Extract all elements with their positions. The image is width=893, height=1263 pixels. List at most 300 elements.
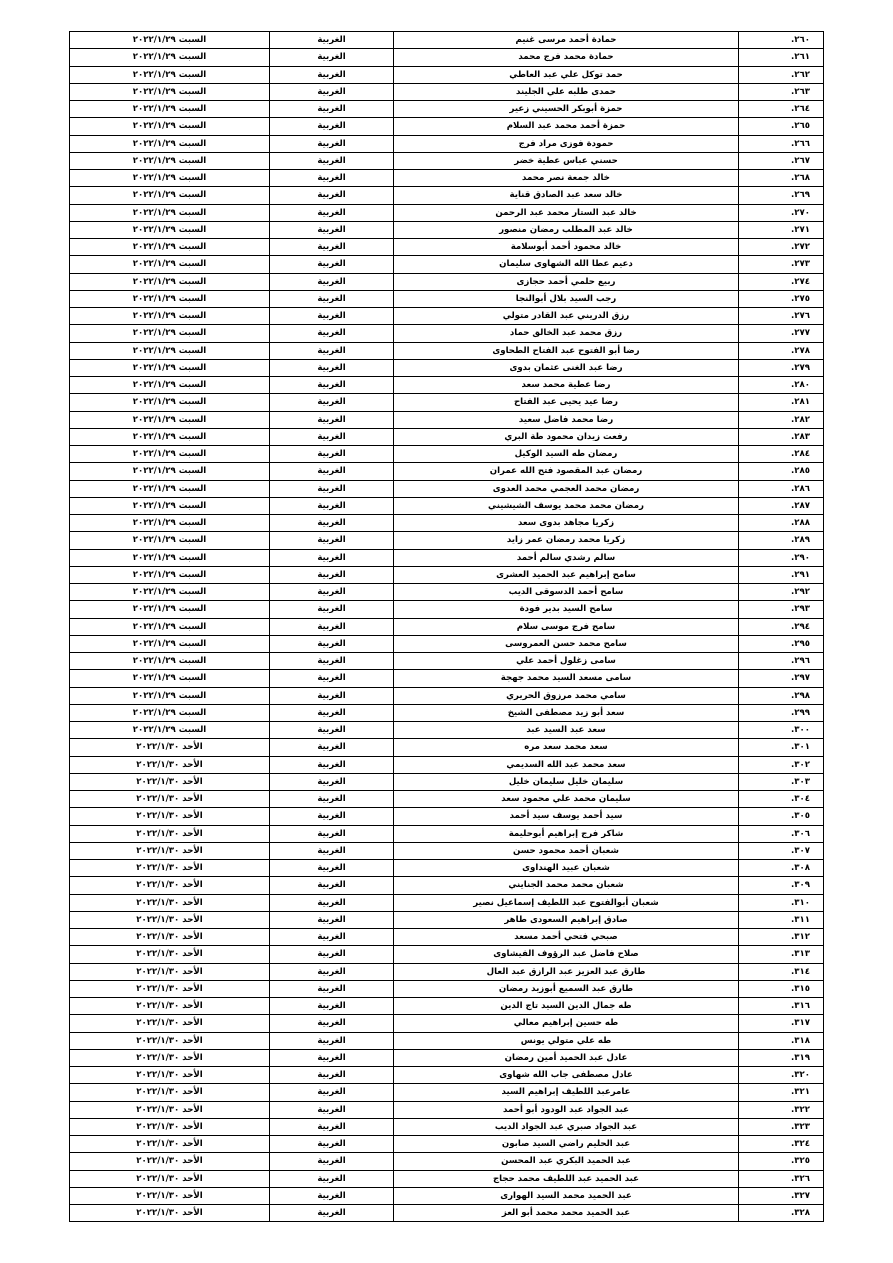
table-row [70,480,824,497]
cell-governorate: الغربية [270,1015,394,1032]
cell-governorate: الغربية [270,532,394,549]
cell-governorate: الغربية [270,515,394,532]
cell-date: السبت ٢٠٢٢/١/٢٩ [70,32,270,49]
cell-number: ٢٧٤. [739,273,824,290]
cell-governorate: الغربية [270,411,394,428]
cell-governorate: الغربية [270,101,394,118]
cell-date: الأحد ٢٠٢٢/١/٣٠ [70,1170,270,1187]
cell-number: ٣٠٥. [739,808,824,825]
table-row [70,618,824,635]
cell-number: ٢٦٧. [739,152,824,169]
cell-name: صبحي فتحي أحمد مسعد [394,929,739,946]
cell-governorate: الغربية [270,894,394,911]
cell-name: خالد عبد الستار محمد عبد الرحمن [394,204,739,221]
cell-governorate: الغربية [270,601,394,618]
cell-date: السبت ٢٠٢٢/١/٢٩ [70,273,270,290]
table-row [70,635,824,652]
cell-governorate: الغربية [270,773,394,790]
cell-number: ٢٦٨. [739,170,824,187]
cell-number: ٢٧٧. [739,325,824,342]
cell-name: سيد أحمد يوسف سيد أحمد [394,808,739,825]
cell-number: ٣٢٦. [739,1170,824,1187]
cell-governorate: الغربية [270,273,394,290]
table-row [70,963,824,980]
cell-governorate: الغربية [270,359,394,376]
table-row [70,187,824,204]
cell-name: زكريا مجاهد بدوى سعد [394,515,739,532]
cell-name: سالم رشدي سالم أحمد [394,549,739,566]
cell-number: ٢٩٦. [739,653,824,670]
cell-date: الأحد ٢٠٢٢/١/٣٠ [70,825,270,842]
cell-number: ٢٨٨. [739,515,824,532]
cell-governorate: الغربية [270,1032,394,1049]
cell-number: ٢٩٠. [739,549,824,566]
table-row [70,49,824,66]
table-row [70,342,824,359]
table-row [70,204,824,221]
cell-date: السبت ٢٠٢٢/١/٢٩ [70,515,270,532]
cell-governorate: الغربية [270,998,394,1015]
table-row [70,256,824,273]
cell-date: السبت ٢٠٢٢/١/٢٩ [70,635,270,652]
cell-date: السبت ٢٠٢٢/١/٢٩ [70,118,270,135]
cell-number: ٣٠٨. [739,860,824,877]
table-row [70,32,824,49]
table-row [70,1067,824,1084]
cell-date: السبت ٢٠٢٢/١/٢٩ [70,377,270,394]
cell-date: السبت ٢٠٢٢/١/٢٩ [70,411,270,428]
cell-name: سامح السيد بدير فودة [394,601,739,618]
cell-governorate: الغربية [270,704,394,721]
table-row [70,877,824,894]
cell-name: عادل عبد الحميد أمين رمضان [394,1049,739,1066]
cell-name: زكريا محمد رمضان عمر زايد [394,532,739,549]
cell-number: ٢٨٧. [739,497,824,514]
cell-name: سامي محمد مرزوق الحريري [394,687,739,704]
cell-number: ٣١٤. [739,963,824,980]
cell-number: ٢٨٢. [739,411,824,428]
table-row [70,239,824,256]
cell-date: الأحد ٢٠٢٢/١/٣٠ [70,808,270,825]
cell-date: الأحد ٢٠٢٢/١/٣٠ [70,1187,270,1204]
cell-number: ٢٧٣. [739,256,824,273]
cell-date: السبت ٢٠٢٢/١/٢٩ [70,359,270,376]
cell-governorate: الغربية [270,463,394,480]
cell-date: الأحد ٢٠٢٢/١/٣٠ [70,1153,270,1170]
cell-date: السبت ٢٠٢٢/١/٢٩ [70,687,270,704]
names-table [69,31,824,1222]
cell-number: ٣٠٣. [739,773,824,790]
table-row [70,566,824,583]
cell-name: شعبان عبيد الهنداوى [394,860,739,877]
table-row [70,1015,824,1032]
table-row [70,911,824,928]
table-row [70,601,824,618]
cell-date: الأحد ٢٠٢٢/١/٣٠ [70,773,270,790]
cell-number: ٢٨٠. [739,377,824,394]
cell-name: شعبان أبوالفتوح عبد اللطيف إسماعيل نصير [394,894,739,911]
cell-governorate: الغربية [270,308,394,325]
cell-name: رضا أبو الفتوح عبد الفتاح الطحاوى [394,342,739,359]
cell-governorate: الغربية [270,83,394,100]
cell-number: ٣٠٩. [739,877,824,894]
table-row [70,66,824,83]
cell-governorate: الغربية [270,1153,394,1170]
cell-governorate: الغربية [270,946,394,963]
cell-name: سليمان محمد علي محمود سعد [394,791,739,808]
table-row [70,428,824,445]
cell-governorate: الغربية [270,49,394,66]
table-row [70,773,824,790]
cell-name: خالد جمعة نصر محمد [394,170,739,187]
cell-governorate: الغربية [270,618,394,635]
cell-name: صلاح فاضل عبد الرؤوف الفيشاوى [394,946,739,963]
cell-number: ٢٦٩. [739,187,824,204]
cell-number: ٢٧٠. [739,204,824,221]
cell-name: رفعت زيدان محمود طة البري [394,428,739,445]
cell-name: حمادة محمد فرج محمد [394,49,739,66]
cell-number: ٢٦٣. [739,83,824,100]
cell-number: ٣١٢. [739,929,824,946]
cell-name: حسني عباس عطية خضر [394,152,739,169]
table-row [70,497,824,514]
cell-governorate: الغربية [270,549,394,566]
cell-name: شاكر فرج إبراهيم أبوحليمة [394,825,739,842]
cell-governorate: الغربية [270,170,394,187]
table-row [70,946,824,963]
cell-governorate: الغربية [270,635,394,652]
table-row [70,325,824,342]
cell-governorate: الغربية [270,825,394,842]
cell-name: طه حسين إبراهيم معالي [394,1015,739,1032]
cell-name: طه علي متولي يونس [394,1032,739,1049]
table-row [70,1101,824,1118]
cell-date: الأحد ٢٠٢٢/١/٣٠ [70,860,270,877]
cell-name: خالد سعد عبد الصادق قناية [394,187,739,204]
cell-number: ٣٢٥. [739,1153,824,1170]
cell-governorate: الغربية [270,670,394,687]
cell-name: عبد الحميد محمد السيد الهوارى [394,1187,739,1204]
cell-date: السبت ٢٠٢٢/١/٢٩ [70,549,270,566]
cell-date: السبت ٢٠٢٢/١/٢٩ [70,325,270,342]
cell-date: الأحد ٢٠٢٢/١/٣٠ [70,842,270,859]
table-row [70,929,824,946]
names-table-body [70,32,824,1222]
cell-name: خالد عبد المطلب رمضان منصور [394,221,739,238]
cell-name: شعبان أحمد محمود حسن [394,842,739,859]
cell-date: السبت ٢٠٢٢/١/٢٩ [70,653,270,670]
cell-governorate: الغربية [270,377,394,394]
cell-number: ٢٦٢. [739,66,824,83]
cell-date: السبت ٢٠٢٢/١/٢٩ [70,256,270,273]
cell-date: الأحد ٢٠٢٢/١/٣٠ [70,739,270,756]
cell-number: ٢٨١. [739,394,824,411]
cell-number: ٢٧٩. [739,359,824,376]
cell-name: سامح محمد حسن العمروسى [394,635,739,652]
cell-name: عبد الحميد عبد اللطيف محمد حجاج [394,1170,739,1187]
cell-name: رزق الدريني عبد القادر متولي [394,308,739,325]
cell-name: رزق محمد عبد الخالق حماد [394,325,739,342]
cell-governorate: الغربية [270,446,394,463]
cell-number: ٣١٩. [739,1049,824,1066]
cell-number: ٣٠٦. [739,825,824,842]
cell-governorate: الغربية [270,911,394,928]
cell-governorate: الغربية [270,118,394,135]
table-row [70,860,824,877]
table-row [70,1153,824,1170]
cell-name: رمضان عبد المقصود فتح الله عمران [394,463,739,480]
cell-date: السبت ٢٠٢٢/١/٢٩ [70,584,270,601]
table-row [70,221,824,238]
table-row [70,756,824,773]
cell-number: ٢٨٩. [739,532,824,549]
cell-date: الأحد ٢٠٢٢/١/٣٠ [70,963,270,980]
cell-governorate: الغربية [270,1067,394,1084]
cell-governorate: الغربية [270,1187,394,1204]
cell-name: خالد محمود أحمد أبوسلامة [394,239,739,256]
cell-number: ٢٨٤. [739,446,824,463]
cell-number: ٢٨٦. [739,480,824,497]
cell-name: صادق إبراهيم السعودى طاهر [394,911,739,928]
cell-governorate: الغربية [270,1170,394,1187]
table-row [70,290,824,307]
cell-date: السبت ٢٠٢٢/١/٢٩ [70,308,270,325]
cell-number: ٢٦٠. [739,32,824,49]
cell-number: ٢٧١. [739,221,824,238]
cell-number: ٣٠٤. [739,791,824,808]
cell-governorate: الغربية [270,687,394,704]
table-row [70,411,824,428]
cell-name: رضا محمد فاضل سعيد [394,411,739,428]
cell-date: الأحد ٢٠٢٢/١/٣٠ [70,791,270,808]
cell-governorate: الغربية [270,739,394,756]
cell-date: الأحد ٢٠٢٢/١/٣٠ [70,894,270,911]
cell-number: ٢٩٨. [739,687,824,704]
cell-date: السبت ٢٠٢٢/١/٢٩ [70,135,270,152]
cell-name: حمزة أحمد محمد عبد السلام [394,118,739,135]
table-row [70,359,824,376]
cell-number: ٣١٠. [739,894,824,911]
cell-name: رمضان محمد محمد يوسف الشيشيني [394,497,739,514]
cell-date: السبت ٢٠٢٢/١/٢٩ [70,170,270,187]
table-row [70,463,824,480]
cell-date: الأحد ٢٠٢٢/١/٣٠ [70,998,270,1015]
cell-number: ٢٨٥. [739,463,824,480]
cell-name: دعيم عطا الله الشهاوى سليمان [394,256,739,273]
table-row [70,670,824,687]
cell-governorate: الغربية [270,239,394,256]
table-row [70,1170,824,1187]
cell-date: السبت ٢٠٢٢/١/٢٩ [70,566,270,583]
cell-date: السبت ٢٠٢٢/١/٢٩ [70,342,270,359]
cell-governorate: الغربية [270,756,394,773]
cell-date: الأحد ٢٠٢٢/١/٣٠ [70,756,270,773]
table-row [70,118,824,135]
cell-number: ٣٢٤. [739,1136,824,1153]
cell-governorate: الغربية [270,221,394,238]
cell-name: رضا عيد يحيى عبد الفتاح [394,394,739,411]
cell-governorate: الغربية [270,1118,394,1135]
cell-number: ٢٩٢. [739,584,824,601]
table-row [70,1136,824,1153]
cell-date: السبت ٢٠٢٢/١/٢٩ [70,722,270,739]
cell-name: سعد أبو زيد مصطفى الشيخ [394,704,739,721]
cell-name: سعد محمد عبد الله السديمي [394,756,739,773]
cell-date: السبت ٢٠٢٢/١/٢٩ [70,221,270,238]
cell-date: الأحد ٢٠٢٢/١/٣٠ [70,1118,270,1135]
cell-governorate: الغربية [270,325,394,342]
cell-governorate: الغربية [270,860,394,877]
cell-date: السبت ٢٠٢٢/١/٢٩ [70,532,270,549]
cell-name: حمدى طلبه علي الجليند [394,83,739,100]
table-row [70,825,824,842]
table-row [70,101,824,118]
cell-number: ٣٠٧. [739,842,824,859]
cell-governorate: الغربية [270,187,394,204]
cell-governorate: الغربية [270,1084,394,1101]
cell-date: السبت ٢٠٢٢/١/٢٩ [70,463,270,480]
cell-date: الأحد ٢٠٢٢/١/٣٠ [70,1032,270,1049]
cell-name: سامح فرج موسى سلام [394,618,739,635]
cell-name: طه جمال الدين السيد تاج الدين [394,998,739,1015]
table-row [70,273,824,290]
cell-number: ٢٩٥. [739,635,824,652]
cell-name: رمضان طه السيد الوكيل [394,446,739,463]
cell-date: السبت ٢٠٢٢/١/٢٩ [70,204,270,221]
cell-governorate: الغربية [270,480,394,497]
cell-number: ٣٢١. [739,1084,824,1101]
cell-date: الأحد ٢٠٢٢/١/٣٠ [70,1205,270,1222]
cell-governorate: الغربية [270,929,394,946]
cell-number: ٣٠١. [739,739,824,756]
cell-number: ٣٢٠. [739,1067,824,1084]
cell-governorate: الغربية [270,808,394,825]
cell-governorate: الغربية [270,1049,394,1066]
cell-name: رضا عبد الغنى عثمان بدوى [394,359,739,376]
cell-date: الأحد ٢٠٢٢/١/٣٠ [70,1136,270,1153]
cell-governorate: الغربية [270,566,394,583]
cell-date: السبت ٢٠٢٢/١/٢٩ [70,618,270,635]
cell-number: ٢٩٧. [739,670,824,687]
cell-date: الأحد ٢٠٢٢/١/٣٠ [70,946,270,963]
cell-name: شعبان محمد محمد الجنايني [394,877,739,894]
table-row [70,1049,824,1066]
cell-name: سامى زغلول أحمد علي [394,653,739,670]
cell-name: حمادة أحمد مرسى غنيم [394,32,739,49]
table-row [70,308,824,325]
cell-number: ٣١٨. [739,1032,824,1049]
table-row [70,998,824,1015]
table-row [70,842,824,859]
cell-name: رضا عطية محمد سعد [394,377,739,394]
table-row [70,1118,824,1135]
cell-name: عامرعبد اللطيف إبراهيم السيد [394,1084,739,1101]
cell-name: سامح أحمد الدسوقى الديب [394,584,739,601]
cell-date: الأحد ٢٠٢٢/١/٣٠ [70,877,270,894]
cell-name: طارق عبد العزيز عبد الرازق عبد العال [394,963,739,980]
cell-number: ٢٧٥. [739,290,824,307]
cell-number: ٣١٣. [739,946,824,963]
cell-governorate: الغربية [270,256,394,273]
cell-number: ٢٦١. [739,49,824,66]
cell-governorate: الغربية [270,1101,394,1118]
cell-name: عبد الجواد عبد الودود أبو أحمد [394,1101,739,1118]
cell-number: ٢٩٤. [739,618,824,635]
cell-number: ٢٧٢. [739,239,824,256]
cell-governorate: الغربية [270,842,394,859]
cell-governorate: الغربية [270,1136,394,1153]
table-row [70,446,824,463]
cell-governorate: الغربية [270,204,394,221]
cell-name: حمد توكل علي عبد العاطي [394,66,739,83]
cell-name: رمضان محمد العجمي محمد العدوى [394,480,739,497]
cell-governorate: الغربية [270,497,394,514]
cell-number: ٣٢٨. [739,1205,824,1222]
cell-governorate: الغربية [270,1205,394,1222]
cell-governorate: الغربية [270,394,394,411]
cell-number: ٣٢٢. [739,1101,824,1118]
cell-number: ٣٢٧. [739,1187,824,1204]
cell-name: ربيع حلمي أحمد حجازى [394,273,739,290]
cell-number: ٣١٧. [739,1015,824,1032]
table-row [70,722,824,739]
table-row [70,515,824,532]
cell-number: ٣١٦. [739,998,824,1015]
cell-name: سعد عبد السيد عبد [394,722,739,739]
cell-governorate: الغربية [270,877,394,894]
table-row [70,532,824,549]
cell-governorate: الغربية [270,152,394,169]
table-row [70,135,824,152]
cell-date: السبت ٢٠٢٢/١/٢٩ [70,49,270,66]
table-row [70,1032,824,1049]
table-row [70,377,824,394]
cell-governorate: الغربية [270,791,394,808]
cell-number: ٢٦٦. [739,135,824,152]
table-row [70,170,824,187]
cell-date: الأحد ٢٠٢٢/١/٣٠ [70,1015,270,1032]
cell-name: عادل مصطفى جاب الله شهاوى [394,1067,739,1084]
cell-governorate: الغربية [270,653,394,670]
cell-number: ٢٧٦. [739,308,824,325]
cell-date: السبت ٢٠٢٢/١/٢٩ [70,394,270,411]
table-row [70,739,824,756]
cell-date: الأحد ٢٠٢٢/١/٣٠ [70,1101,270,1118]
cell-date: السبت ٢٠٢٢/١/٢٩ [70,480,270,497]
cell-name: عبد الحميد محمد محمد أبو العز [394,1205,739,1222]
cell-name: عبد الحليم راضي السيد صابون [394,1136,739,1153]
cell-date: السبت ٢٠٢٢/١/٢٩ [70,497,270,514]
cell-name: سامى مسعد السيد محمد جهجة [394,670,739,687]
table-row [70,653,824,670]
cell-date: السبت ٢٠٢٢/١/٢٩ [70,446,270,463]
cell-number: ٢٩٣. [739,601,824,618]
table-row [70,1187,824,1204]
document-page [69,31,823,1222]
cell-governorate: الغربية [270,135,394,152]
cell-name: حمودة فوزى مراد فرج [394,135,739,152]
cell-number: ٣٢٣. [739,1118,824,1135]
cell-name: سامح إبراهيم عبد الحميد العشرى [394,566,739,583]
cell-number: ٣١١. [739,911,824,928]
cell-date: الأحد ٢٠٢٢/١/٣٠ [70,1084,270,1101]
cell-date: السبت ٢٠٢٢/١/٢٩ [70,152,270,169]
cell-governorate: الغربية [270,66,394,83]
cell-date: السبت ٢٠٢٢/١/٢٩ [70,670,270,687]
cell-governorate: الغربية [270,428,394,445]
cell-date: الأحد ٢٠٢٢/١/٣٠ [70,980,270,997]
cell-date: السبت ٢٠٢٢/١/٢٩ [70,290,270,307]
